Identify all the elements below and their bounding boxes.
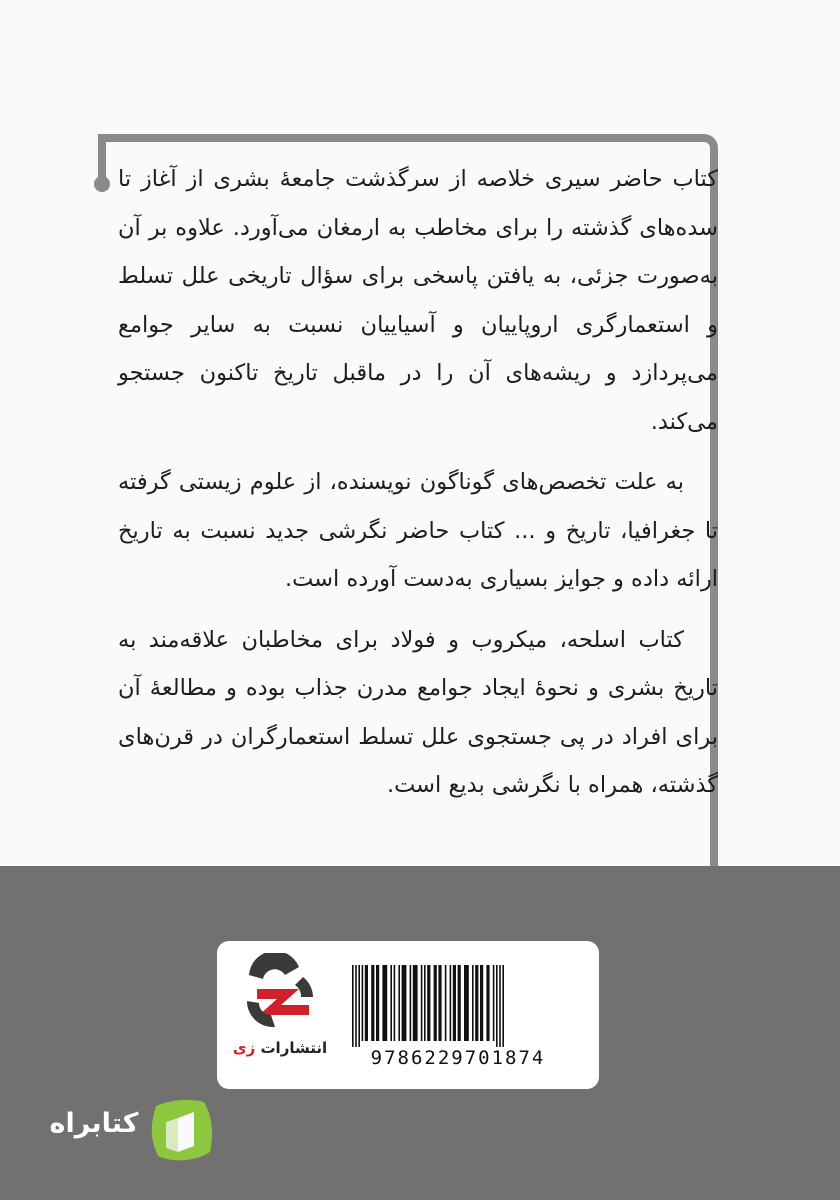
- barcode-bar: [458, 965, 461, 1041]
- barcode-bar: [352, 965, 354, 1047]
- text-frame-left-stub: [98, 134, 106, 180]
- barcode-bar: [382, 965, 387, 1041]
- barcode-bar: [398, 965, 400, 1041]
- barcode-bar: [421, 965, 423, 1041]
- blurb-paragraph-3: کتاب اسلحه، میکروب و فولاد برای مخاطبان علاقه‌مند به تاریخ بشری و نحوهٔ ایجاد جوامع مدرن جذاب بوده و مطالعهٔ آن برای افراد در پی جستجوی علل تسلط استعمارگران در قرن‌های گذشته، همراه با نگرشی بدیع است.: [118, 626, 718, 798]
- isbn-number: 9786229701874: [370, 1047, 546, 1069]
- blurb-paragraph-1: کتاب حاضر سیری خلاصه از سرگذشت جامعهٔ بشری از آغاز تا سده‌های گذشته را برای مخاطب به ارمغان می‌آورد. علاوه بر آن به‌صورت جزئی، به یافتن پاسخی برای سؤال تاریخی علل تسلط و استعمارگری اروپاییان و آسیاییان نسبت به سایر جوامع می‌پردازد و ریشه‌های آن را در ماقبل تاریخ تاکنون جستجو می‌کند.: [118, 166, 718, 435]
- barcode-bar: [472, 965, 474, 1041]
- barcode-bar: [496, 965, 498, 1047]
- barcode-bar: [410, 965, 412, 1041]
- frame-dot-ornament: [94, 176, 110, 192]
- barcode-bar: [371, 965, 374, 1041]
- barcode-bar: [376, 965, 379, 1041]
- barcode-bar: [475, 965, 478, 1041]
- barcode-bar: [365, 965, 368, 1041]
- barcode-bar: [394, 965, 396, 1041]
- barcode-bar: [453, 965, 456, 1041]
- barcode-bar: [413, 965, 418, 1041]
- publisher-name-accent: زی: [232, 1039, 256, 1057]
- barcode-bar: [434, 965, 437, 1041]
- barcode-bar: [355, 965, 357, 1047]
- isbn-barcode: [350, 965, 562, 1047]
- publisher-name-main: انتشارات: [260, 1039, 328, 1057]
- barcode-bar: [402, 965, 407, 1041]
- blurb-paragraph-2: به علت تخصص‌های گوناگون نویسنده، از علوم زیستی گرفته تا جغرافیا، تاریخ و ... کتاب حاضر نگرشی جدید نسبت به تاریخ ارائه داده و جوایز بسیاری به‌دست آورده است.: [118, 469, 718, 592]
- barcode-bar: [362, 965, 364, 1041]
- publisher-name: [225, 1039, 335, 1057]
- barcode-bar: [480, 965, 483, 1041]
- store-name: کتابراه: [49, 1108, 139, 1139]
- barcode-bar: [424, 965, 426, 1041]
- barcode-bar: [390, 965, 392, 1041]
- barcode-bar: [464, 965, 469, 1041]
- barcode-bar: [438, 965, 441, 1041]
- publisher-logo: [229, 953, 329, 1033]
- barcode-bar: [502, 965, 504, 1047]
- barcode-bar: [450, 965, 452, 1041]
- barcode-bar: [499, 965, 501, 1047]
- barcode-card: [217, 941, 599, 1089]
- back-cover-blurb: [118, 155, 718, 822]
- barcode-bar: [486, 965, 489, 1041]
- barcode-bar: [358, 965, 360, 1047]
- barcode-bar: [445, 965, 447, 1041]
- barcode-bar: [493, 965, 495, 1041]
- barcode-bar: [427, 965, 430, 1041]
